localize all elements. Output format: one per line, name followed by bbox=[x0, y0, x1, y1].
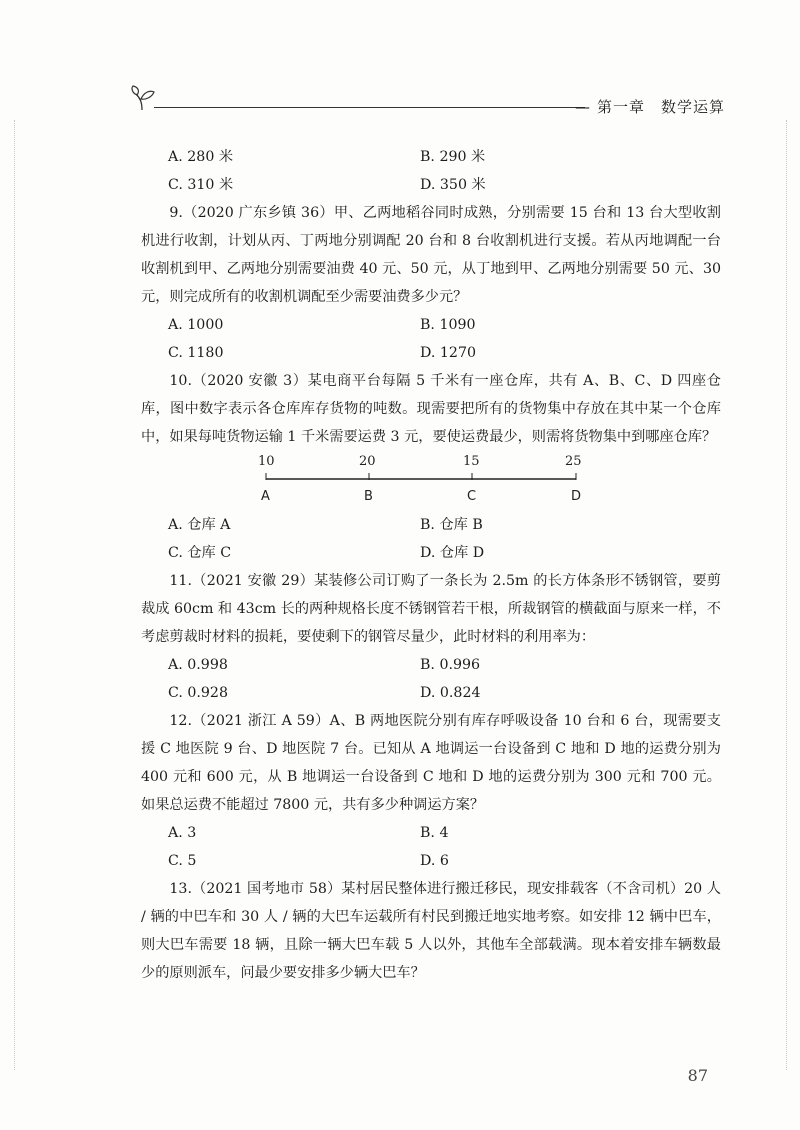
option-c: C. 仓库 C bbox=[168, 545, 232, 561]
option-b: B. 290 米 bbox=[420, 149, 486, 165]
option-b: B. 1090 bbox=[420, 317, 476, 333]
option-a: A. 280 米 bbox=[168, 149, 234, 165]
option-d: D. 350 米 bbox=[420, 177, 486, 193]
option-c: C. 1180 bbox=[168, 345, 224, 361]
option-d: D. 6 bbox=[420, 853, 449, 869]
page-header bbox=[120, 78, 725, 118]
option-d: D. 仓库 D bbox=[420, 545, 485, 561]
tons-label-d: 25 bbox=[565, 454, 582, 469]
option-d: D. 1270 bbox=[420, 345, 476, 361]
option-c: C. 0.928 bbox=[168, 685, 228, 701]
q9-options bbox=[141, 311, 721, 367]
option-c: C. 5 bbox=[168, 853, 197, 869]
option-d: D. 0.824 bbox=[420, 685, 481, 701]
tons-label-b: 20 bbox=[359, 454, 376, 469]
option-a: A. 1000 bbox=[168, 317, 224, 333]
header-rule bbox=[154, 107, 585, 108]
option-c: C. 310 米 bbox=[168, 177, 234, 193]
q8-options bbox=[141, 143, 721, 199]
tons-label-a: 10 bbox=[258, 454, 275, 469]
page-content bbox=[141, 143, 721, 987]
warehouse-label-d: D bbox=[571, 489, 582, 504]
question-13: 13.（2021 国考地市 58）某村居民整体进行搬迁移民，现安排载客（不含司机）20 人 / 辆的中巴车和 30 人 / 辆的大巴车运载所有村民到搬迁地实地考察。如安排 12 辆中巴车，则大巴车需要 18 辆，且除一辆大巴车载 5 人以外，其他车全部载满。现本着安排车辆数最少的原则派车，问最少要安排多少辆大巴车？ bbox=[141, 881, 721, 981]
q12-options bbox=[141, 819, 721, 875]
question-11: 11.（2021 安徽 29）某装修公司订购了一条长为 2.5m 的长方体条形不锈钢管，要剪裁成 60cm 和 43cm 长的两种规格长度不锈钢管若干根，所裁钢管的横截面与原来一样，不考虑剪裁时材料的损耗，要使剩下的钢管尽量少，此时材料的利用率为： bbox=[141, 573, 721, 645]
option-b: B. 仓库 B bbox=[420, 517, 483, 533]
margin-scan-artifact bbox=[14, 120, 17, 1070]
option-b: B. 4 bbox=[420, 825, 449, 841]
warehouse-label-b: B bbox=[364, 489, 373, 504]
option-a: A. 仓库 A bbox=[168, 517, 231, 533]
q11-options bbox=[141, 651, 721, 707]
q10-options bbox=[141, 511, 721, 567]
question-9: 9.（2020 广东乡镇 36）甲、乙两地稻谷同时成熟，分别需要 15 台和 13 台大型收割机进行收割，计划从丙、丁两地分别调配 20 台和 8 台收割机进行支援。若从丙地调配一台收割机到甲、乙两地分别需要油费 40 元、50 元，从丁地到甲、乙两地分别需要 50 元、30 元，则完成所有的收割机调配至少需要油费多少元？ bbox=[141, 205, 721, 305]
warehouse-label-a: A bbox=[261, 489, 270, 504]
question-10: 10.（2020 安徽 3）某电商平台每隔 5 千米有一座仓库，共有 A、B、C、D 四座仓库，图中数字表示各仓库库存货物的吨数。现需要把所有的货物集中存放在其中某一个仓库中，如果每吨货物运输 1 千米需要运费 3 元，要使运费最少，则需将货物集中到哪座仓库？ bbox=[141, 373, 721, 445]
warehouse-diagram bbox=[141, 453, 721, 511]
option-b: B. 0.996 bbox=[420, 657, 481, 673]
margin-scan-artifact bbox=[786, 120, 789, 1070]
option-a: A. 0.998 bbox=[168, 657, 228, 673]
warehouse-label-c: C bbox=[467, 489, 477, 504]
chapter-title: — 第一章 数学运算 bbox=[574, 98, 725, 116]
option-a: A. 3 bbox=[168, 825, 197, 841]
page-number: 87 bbox=[687, 1066, 708, 1085]
tons-label-c: 15 bbox=[463, 454, 480, 469]
question-12: 12.（2021 浙江 A 59）A、B 两地医院分别有库存呼吸设备 10 台和 6 台，现需要支援 C 地医院 9 台、D 地医院 7 台。已知从 A 地调运一台设备到 C 地和 D 地的运费分别为 400 元和 600 元，从 B 地调运一台设备到 C 地和 D 地的运费分别为 300 元和 700 元。如果总运费不能超过 7800 元，共有多少种调运方案？ bbox=[141, 713, 721, 813]
